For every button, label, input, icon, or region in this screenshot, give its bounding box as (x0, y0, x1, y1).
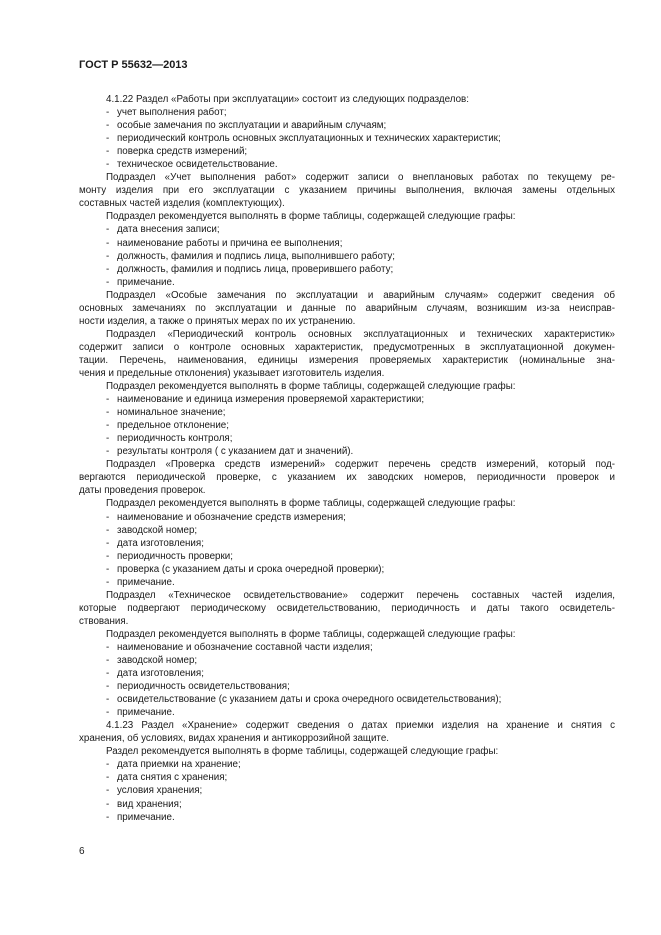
list-item-text: наименование работы и причина ее выполнения; (117, 237, 343, 249)
list-item-text: примечание. (117, 576, 175, 588)
list-item (79, 223, 615, 236)
list-item-text: предельное отклонение; (117, 420, 229, 432)
list-item (79, 263, 615, 276)
list-dash: - (106, 550, 110, 562)
text-line: 4.1.22 Раздел «Работы при эксплуатации» состоит из следующих подразделов: (106, 94, 469, 105)
list-item (79, 524, 615, 537)
text-line: которые подвергают периодическому освидетельствованию, периодичность и даты такого освидетель- (79, 602, 615, 614)
list-item (79, 537, 615, 550)
list-item-text: освидетельствование (с указанием даты и срока очередного освидетельствования); (117, 694, 502, 706)
list-item (79, 706, 615, 719)
text-line: Подраздел «Техническое освидетельствование» содержит перечень составных частей изделия, (106, 589, 615, 601)
list-item-text: периодичность освидетельствования; (117, 681, 290, 693)
list-item (79, 250, 615, 263)
text-line: тации. Перечень, наименования, единицы измерения проверяемых характеристик (номинальные зна- (79, 354, 615, 366)
list-item (79, 771, 615, 784)
list-item (79, 158, 615, 171)
list-item (79, 798, 615, 811)
list-dash: - (106, 407, 110, 419)
text-line: даты проведения проверок. (79, 485, 206, 497)
list-item-text: периодичность контроля; (117, 433, 233, 445)
document-body (79, 93, 615, 824)
list-dash: - (106, 681, 110, 693)
list-dash: - (106, 785, 110, 797)
list-item (79, 511, 615, 524)
list-dash: - (106, 263, 110, 275)
list-item-text: поверка средств измерений; (117, 146, 248, 158)
list-item-text: дата приемки на хранение; (117, 759, 241, 771)
list-item (79, 550, 615, 563)
list-item-text: примечание. (117, 811, 175, 823)
list-dash: - (106, 237, 110, 249)
list-item-text: примечание. (117, 276, 175, 288)
list-item-text: дата изготовления; (117, 668, 204, 680)
text-line: Подраздел «Периодический контроль основных эксплуатационных и технических характеристик» (106, 328, 615, 340)
list-item (79, 758, 615, 771)
text-line: 4.1.23 Раздел «Хранение» содержит сведения о датах приемки изделия на хранение и снятия с (106, 720, 615, 732)
list-dash: - (106, 224, 110, 236)
text-line: Подраздел «Учет выполнения работ» содержит записи о внеплановых работах по текущему ре- (106, 172, 615, 184)
list-dash: - (106, 433, 110, 445)
list-dash: - (106, 759, 110, 771)
list-item (79, 419, 615, 432)
list-dash: - (106, 394, 110, 406)
list-dash: - (106, 811, 110, 823)
list-item-text: заводской номер; (117, 655, 198, 667)
list-item-text: должность, фамилия и подпись лица, выполнившего работу; (117, 250, 395, 262)
list-item-text: периодичность проверки; (117, 550, 233, 562)
list-item (79, 237, 615, 250)
text-line: Подраздел рекомендуется выполнять в форме таблицы, содержащей следующие графы: (106, 498, 516, 510)
page-number: 6 (79, 846, 85, 857)
list-item (79, 119, 615, 132)
list-item-text: периодический контроль основных эксплуатационных и технических характеристик; (117, 133, 501, 145)
list-dash: - (106, 276, 110, 288)
list-item (79, 667, 615, 680)
list-item-text: особые замечания по эксплуатации и аварийным случаям; (117, 120, 387, 132)
list-item-text: дата изготовления; (117, 537, 204, 549)
text-line: Раздел рекомендуется выполнять в форме таблицы, содержащей следующие графы: (106, 746, 499, 758)
list-dash: - (106, 420, 110, 432)
list-item (79, 132, 615, 145)
list-item (79, 445, 615, 458)
text-line: Подраздел рекомендуется выполнять в форме таблицы, содержащей следующие графы: (106, 211, 516, 223)
text-line: чения и предельные отклонения) указывает изготовитель изделия. (79, 367, 385, 379)
list-item (79, 693, 615, 706)
list-dash: - (106, 655, 110, 667)
list-item-text: результаты контроля ( с указанием дат и значений). (117, 446, 354, 458)
text-line: хранения, об условиях, видах хранения и антикоррозийной защите. (79, 733, 389, 745)
text-line: Подраздел «Особые замечания по эксплуатации и аварийным случаям» содержит сведения об (106, 289, 615, 301)
list-dash: - (106, 446, 110, 458)
list-item (79, 576, 615, 589)
list-item-text: наименование и обозначение средств измерения; (117, 511, 346, 523)
list-dash: - (106, 524, 110, 536)
list-item-text: техническое освидетельствование. (117, 159, 278, 171)
list-dash: - (106, 133, 110, 145)
text-line: содержит записи о контроле основных характеристик, предусмотренных в эксплуатационной докумен- (79, 341, 615, 353)
list-item (79, 654, 615, 667)
list-item (79, 432, 615, 445)
list-dash: - (106, 107, 110, 119)
list-item-text: номинальное значение; (117, 407, 226, 419)
list-dash: - (106, 641, 110, 653)
list-dash: - (106, 537, 110, 549)
list-dash: - (106, 250, 110, 262)
list-item (79, 106, 615, 119)
text-line: основных замечаниях по эксплуатации и данные по аварийным случаям, возникшим из-за неисправ- (79, 302, 615, 314)
list-item-text: учет выполнения работ; (117, 107, 227, 119)
list-dash: - (106, 146, 110, 158)
list-item-text: примечание. (117, 707, 175, 719)
list-item (79, 680, 615, 693)
list-dash: - (106, 120, 110, 132)
text-line: Подраздел рекомендуется выполнять в форме таблицы, содержащей следующие графы: (106, 628, 516, 640)
list-item (79, 276, 615, 289)
list-item-text: условия хранения; (117, 785, 203, 797)
text-line: ности изделия, а также о принятых мерах по их устранению. (79, 315, 356, 327)
text-line: вергаются периодической проверке, с указанием их заводских номеров, периодичности проверок и (79, 472, 615, 484)
list-dash: - (106, 159, 110, 171)
document-header: ГОСТ Р 55632—2013 (79, 59, 188, 71)
list-item (79, 406, 615, 419)
list-item (79, 784, 615, 797)
list-dash: - (106, 694, 110, 706)
list-item (79, 811, 615, 824)
list-dash: - (106, 563, 110, 575)
list-item-text: наименование и обозначение составной части изделия; (117, 641, 373, 653)
list-dash: - (106, 511, 110, 523)
list-item (79, 393, 615, 406)
list-item-text: вид хранения; (117, 798, 182, 810)
list-item (79, 145, 615, 158)
list-dash: - (106, 707, 110, 719)
list-dash: - (106, 772, 110, 784)
list-dash: - (106, 798, 110, 810)
text-line: Подраздел «Проверка средств измерений» содержит перечень средств измерений, который под- (106, 459, 615, 471)
list-dash: - (106, 576, 110, 588)
list-item-text: заводской номер; (117, 524, 198, 536)
list-item-text: проверка (с указанием даты и срока очередной проверки); (117, 563, 385, 575)
list-dash: - (106, 668, 110, 680)
text-line: ствования. (79, 615, 129, 627)
list-item-text: должность, фамилия и подпись лица, проверившего работу; (117, 263, 394, 275)
text-line: составных частей изделия (комплектующих). (79, 198, 285, 210)
text-line: Подраздел рекомендуется выполнять в форме таблицы, содержащей следующие графы: (106, 381, 516, 393)
list-item (79, 641, 615, 654)
list-item (79, 563, 615, 576)
text-line: монту изделия при его эксплуатации с указанием причины выполнения, включая замены отдельных (79, 185, 615, 197)
list-item-text: дата внесения записи; (117, 224, 220, 236)
list-item-text: наименование и единица измерения проверяемой характеристики; (117, 394, 425, 406)
list-item-text: дата снятия с хранения; (117, 772, 228, 784)
